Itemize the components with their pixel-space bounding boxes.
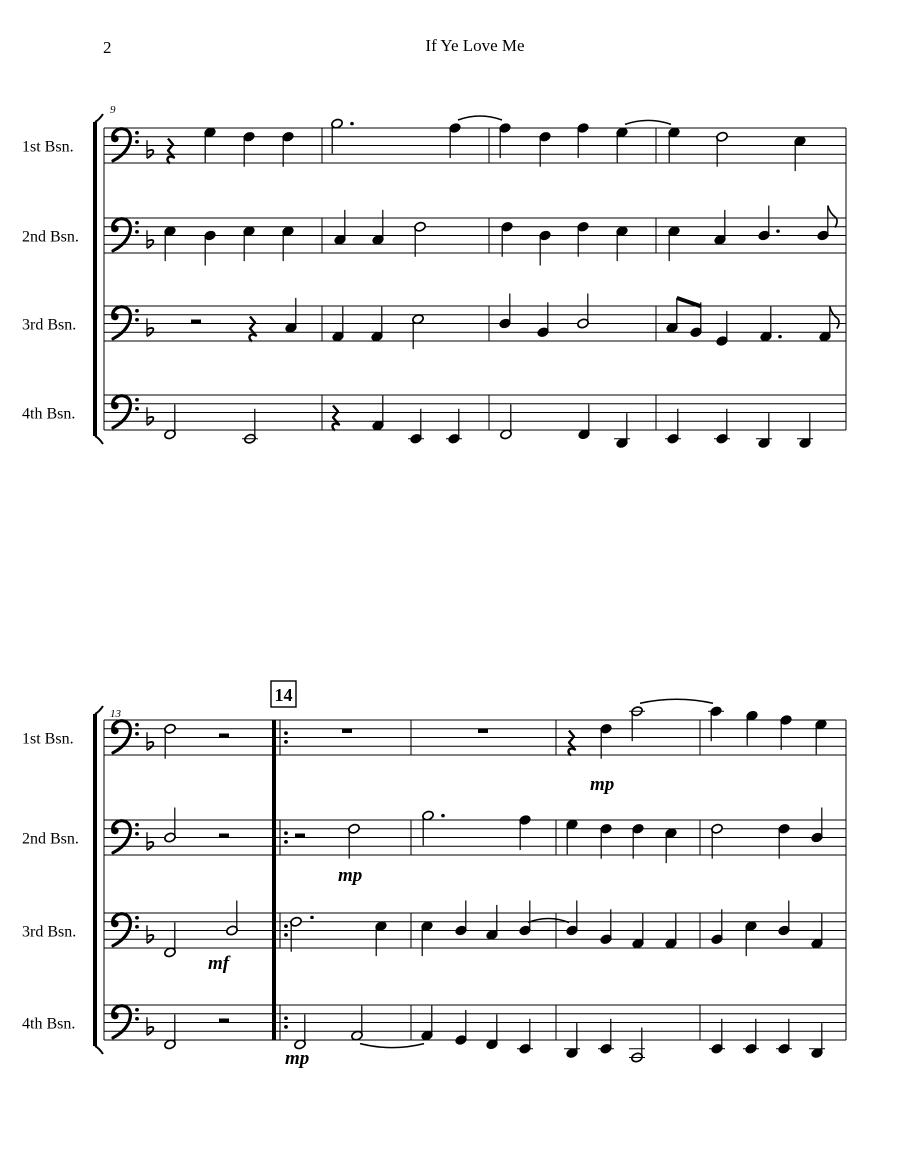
augmentation-dot <box>778 335 782 339</box>
note <box>745 921 758 957</box>
note <box>164 723 177 759</box>
note <box>616 127 629 163</box>
half-rest <box>295 834 305 838</box>
note <box>455 1010 468 1046</box>
repeat-dot <box>284 924 288 928</box>
half-rest <box>219 1019 229 1023</box>
note <box>666 298 679 334</box>
instrument-label: 1st Bsn. <box>22 730 74 748</box>
instrument-label: 4th Bsn. <box>22 405 76 423</box>
note <box>711 909 724 945</box>
note <box>282 131 295 167</box>
note <box>421 921 434 957</box>
augmentation-dot <box>350 122 354 126</box>
instrument-label: 3rd Bsn. <box>22 316 77 334</box>
flat-icon <box>147 318 153 336</box>
half-rest <box>219 834 229 838</box>
note <box>780 714 793 750</box>
quarter-rest <box>249 317 256 342</box>
note <box>716 311 729 347</box>
note <box>537 302 550 338</box>
whole-rest <box>478 729 488 733</box>
note <box>446 409 462 445</box>
bass-clef-icon <box>111 307 139 339</box>
bass-clef-icon <box>111 1006 139 1038</box>
note <box>665 409 681 445</box>
note <box>285 298 298 334</box>
flat-icon <box>147 732 153 750</box>
note <box>665 914 678 950</box>
dynamic-marking: mp <box>285 1048 310 1069</box>
note <box>665 828 678 864</box>
note <box>348 823 361 859</box>
note <box>412 314 425 350</box>
note <box>746 710 759 746</box>
flat-icon <box>147 1017 153 1035</box>
note <box>351 1006 364 1042</box>
dynamic-marking: mp <box>590 774 615 795</box>
note <box>501 221 514 257</box>
note <box>760 307 773 343</box>
note <box>499 294 512 330</box>
note <box>714 409 730 445</box>
note <box>756 413 772 449</box>
bass-clef-icon <box>111 914 139 946</box>
half-rest <box>191 320 201 324</box>
note <box>577 221 590 257</box>
note <box>577 294 590 330</box>
augmentation-dot <box>441 814 445 818</box>
bracket-hook <box>95 1046 103 1054</box>
repeat-dot <box>284 840 288 844</box>
page-title: If Ye Love Me <box>425 36 525 55</box>
note <box>164 226 177 262</box>
quarter-rest <box>332 406 339 431</box>
bass-clef-icon <box>111 821 139 853</box>
note <box>334 210 347 246</box>
system-bracket <box>93 122 97 436</box>
note <box>408 409 424 445</box>
augmentation-dot <box>776 229 780 233</box>
note <box>243 131 256 167</box>
instrument-label: 2nd Bsn. <box>22 830 79 848</box>
tie <box>360 1044 424 1048</box>
note <box>486 905 499 941</box>
note <box>614 413 630 449</box>
note <box>629 1028 645 1064</box>
note <box>204 127 217 163</box>
bass-clef-icon <box>111 129 139 161</box>
note <box>668 127 681 163</box>
note <box>578 404 591 440</box>
instrument-label: 1st Bsn. <box>22 138 74 156</box>
note <box>242 409 258 445</box>
tie <box>640 699 713 703</box>
note <box>294 1014 307 1050</box>
note <box>577 122 590 158</box>
measure-number: 9 <box>110 104 116 116</box>
note <box>716 131 729 167</box>
page-number: 2 <box>103 38 112 57</box>
note <box>598 1019 614 1055</box>
repeat-barline <box>272 720 276 1040</box>
note <box>331 118 344 154</box>
dynamic-marking: mf <box>208 953 230 974</box>
note <box>449 122 462 158</box>
note <box>566 901 579 937</box>
bass-clef-icon <box>111 721 139 753</box>
flat-icon <box>147 230 153 248</box>
repeat-dot <box>284 933 288 937</box>
note <box>758 206 771 242</box>
dynamic-marking: mp <box>338 865 363 886</box>
quarter-rest <box>167 139 174 164</box>
repeat-dot <box>284 1025 288 1029</box>
note <box>539 230 552 266</box>
note <box>809 1023 825 1059</box>
note <box>708 706 724 742</box>
note <box>164 1014 177 1050</box>
repeat-dot <box>284 731 288 735</box>
instrument-label: 4th Bsn. <box>22 1015 76 1033</box>
note <box>819 307 839 343</box>
note <box>290 916 303 952</box>
note <box>243 226 256 262</box>
note <box>486 1014 499 1050</box>
repeat-dot <box>284 1016 288 1020</box>
note <box>709 1019 725 1055</box>
flat-icon <box>147 407 153 425</box>
flat-icon <box>147 925 153 943</box>
whole-rest <box>342 729 352 733</box>
flat-icon <box>147 140 153 158</box>
note <box>421 1006 434 1042</box>
note <box>282 226 295 262</box>
quarter-rest <box>568 731 575 756</box>
note <box>414 221 427 257</box>
note <box>811 808 824 844</box>
tie <box>625 120 671 124</box>
measure-number: 13 <box>110 708 121 720</box>
note <box>375 921 388 957</box>
note <box>690 302 703 338</box>
instrument-label: 3rd Bsn. <box>22 923 77 941</box>
note <box>499 122 512 158</box>
system-bracket <box>93 714 97 1046</box>
note <box>776 1019 792 1055</box>
note <box>226 901 239 937</box>
note <box>371 307 384 343</box>
note <box>600 823 613 859</box>
rehearsal-mark: 14 <box>274 685 293 705</box>
note <box>632 823 645 859</box>
note <box>815 719 828 755</box>
note <box>714 210 727 246</box>
bracket-hook <box>95 706 103 714</box>
note <box>164 404 177 440</box>
note <box>164 922 177 958</box>
note <box>455 901 468 937</box>
repeat-dot <box>284 740 288 744</box>
note <box>797 413 813 449</box>
note <box>794 136 807 172</box>
note <box>164 808 177 844</box>
note <box>422 810 435 846</box>
beam <box>677 298 701 306</box>
note <box>519 814 532 850</box>
note <box>778 823 791 859</box>
note <box>204 230 217 266</box>
note <box>519 901 532 937</box>
augmentation-dot <box>310 916 314 920</box>
note <box>616 226 629 262</box>
note <box>629 706 645 742</box>
note <box>372 396 385 432</box>
note <box>332 307 345 343</box>
tie <box>458 116 502 120</box>
bass-clef-icon <box>111 219 139 251</box>
note <box>517 1019 533 1055</box>
note <box>600 909 613 945</box>
note <box>372 210 385 246</box>
note <box>668 226 681 262</box>
note <box>500 404 513 440</box>
half-rest <box>219 734 229 738</box>
bracket-hook <box>95 436 103 444</box>
bracket-hook <box>95 114 103 122</box>
note <box>632 914 645 950</box>
flat-icon <box>147 832 153 850</box>
note <box>564 1023 580 1059</box>
note <box>743 1019 759 1055</box>
note <box>539 131 552 167</box>
instrument-label: 2nd Bsn. <box>22 228 79 246</box>
note <box>600 723 613 759</box>
bass-clef-icon <box>111 396 139 428</box>
note <box>711 823 724 859</box>
repeat-dot <box>284 831 288 835</box>
note <box>811 914 824 950</box>
note <box>778 901 791 937</box>
note <box>566 819 579 855</box>
